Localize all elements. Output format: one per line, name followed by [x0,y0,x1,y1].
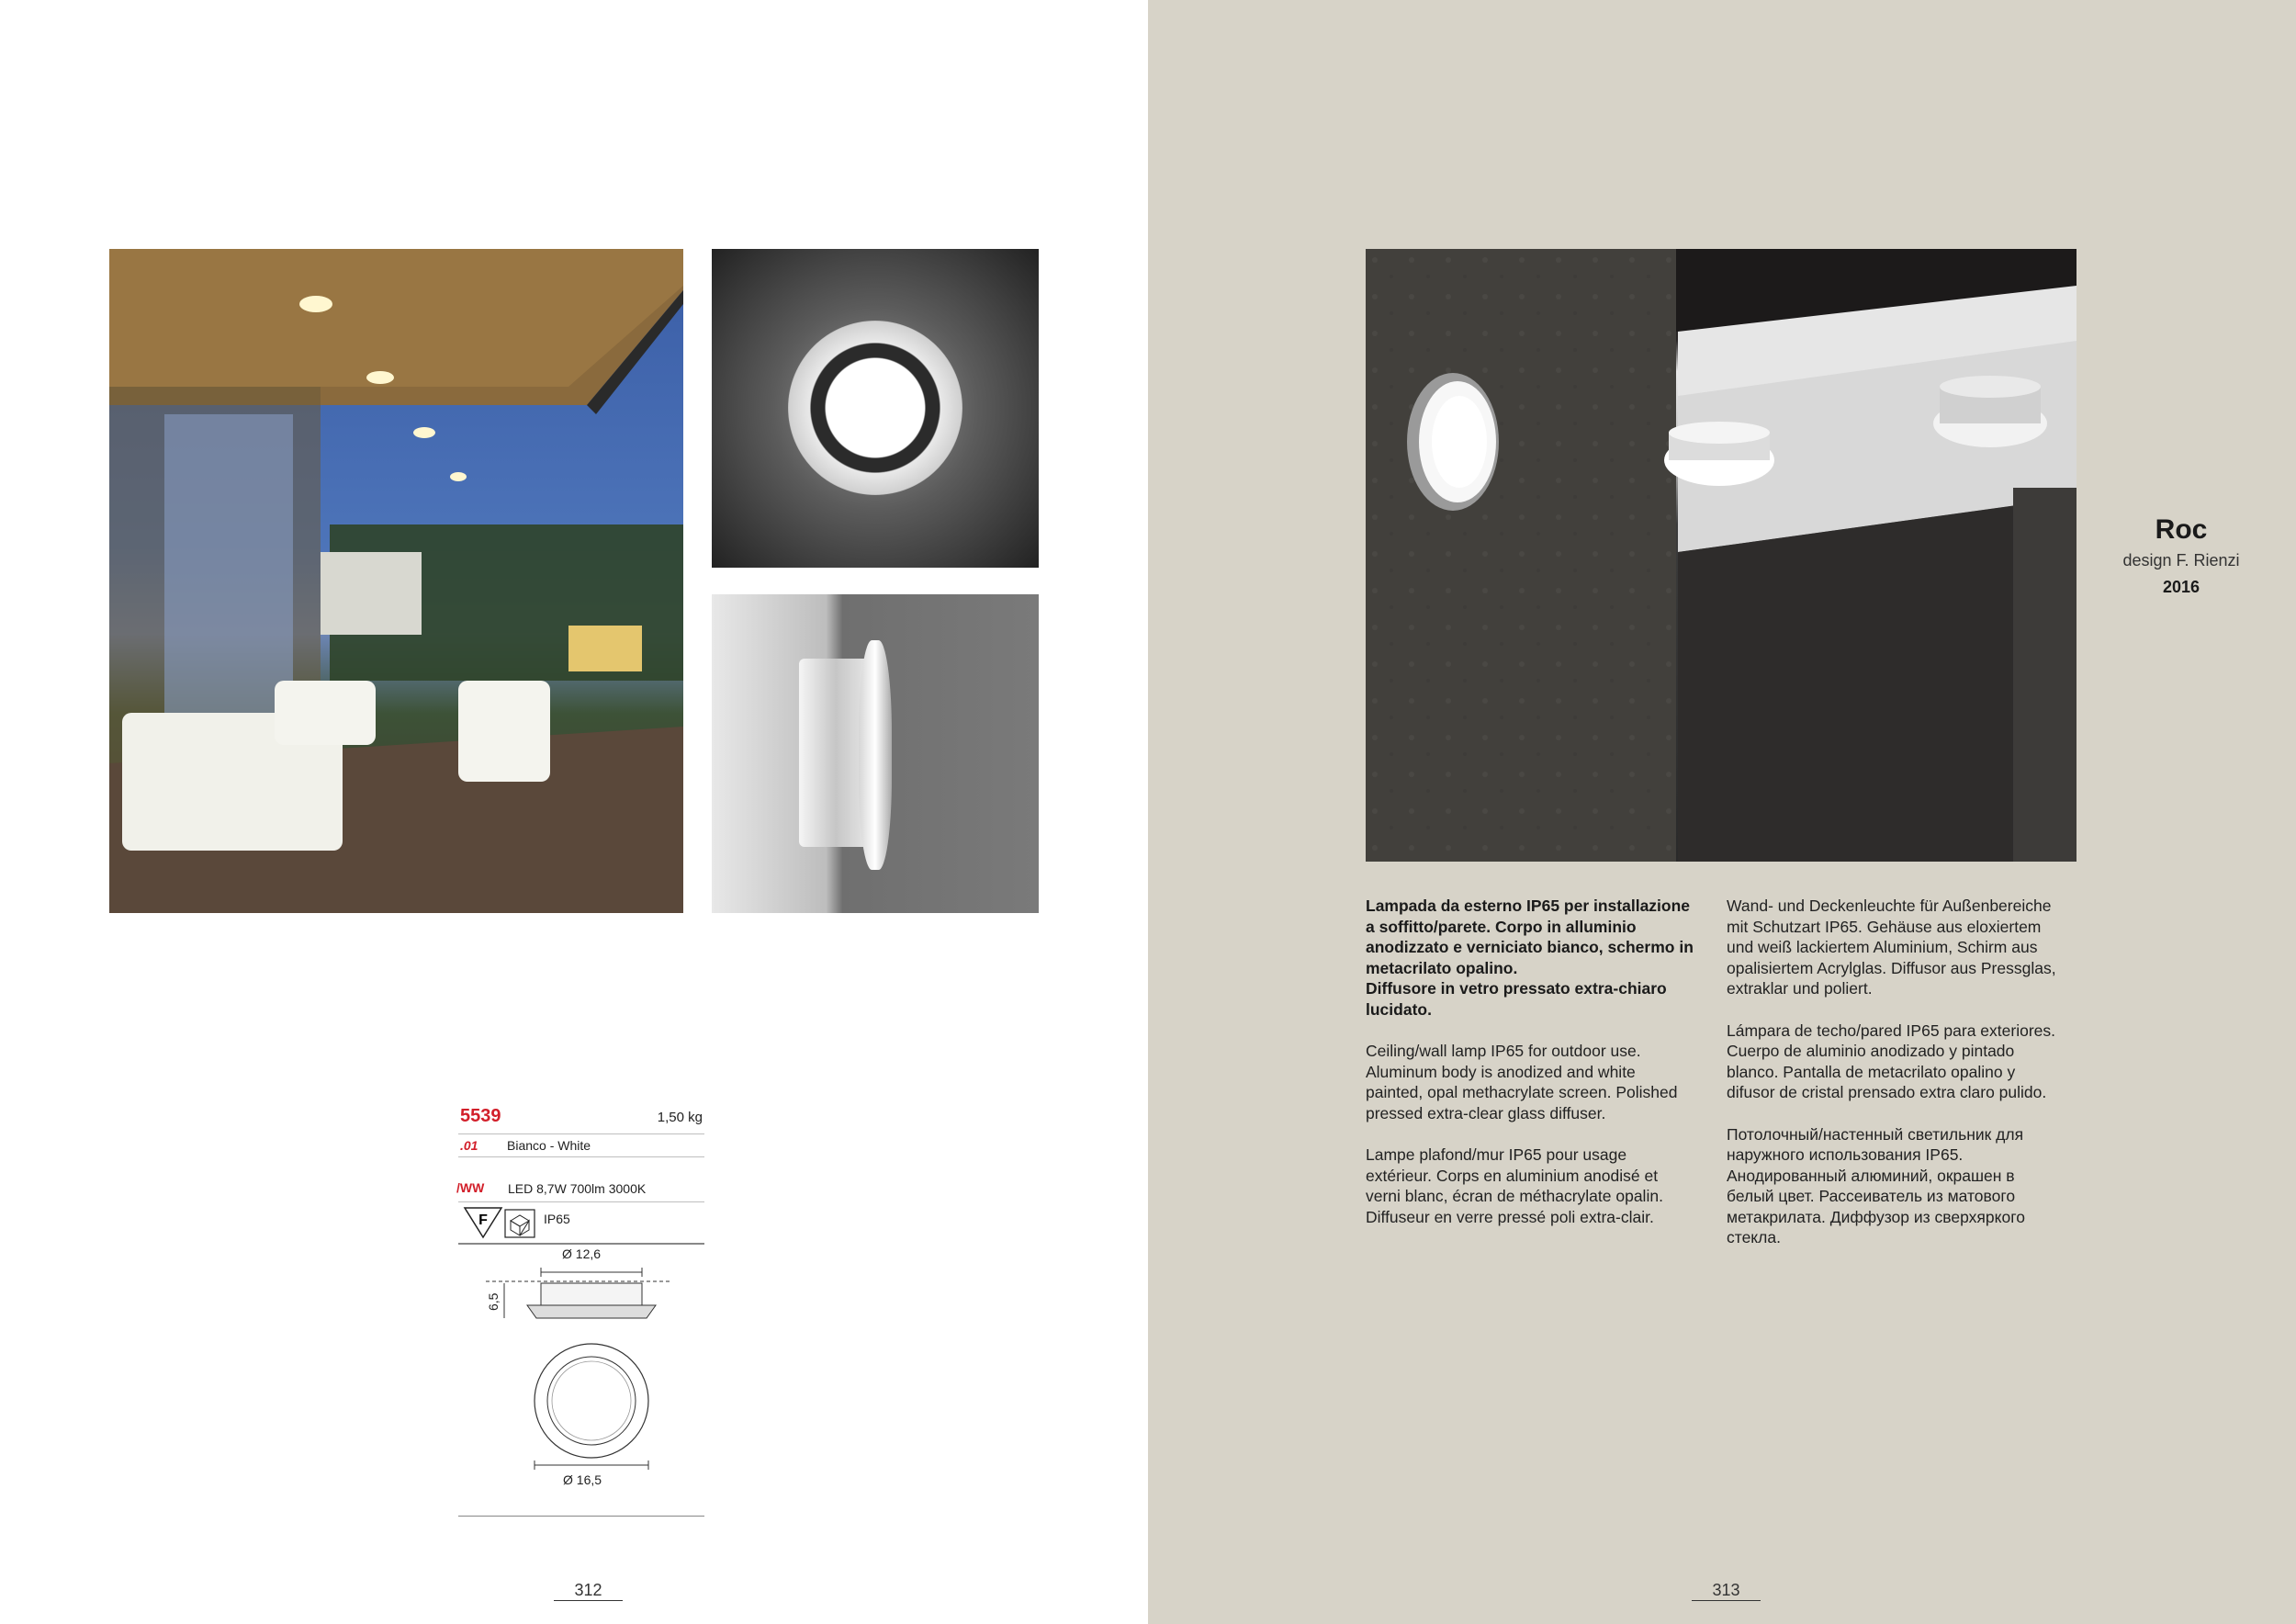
description-italian: Lampada da esterno IP65 per installazione a soffitto/parete. Corpo in alluminio anodizzato e verniciato bianco, schermo in metacrilato opalino. Diffusore in vetro pressato extra-chiaro lucidato. [1366,897,1694,1019]
dimension-top-diameter: Ø 12,6 [562,1246,602,1261]
main-scene [1366,249,2077,862]
side-view-photo [712,594,1039,913]
product-title-block [2076,514,2287,597]
technical-drawing [458,1245,704,1517]
spec-rating-row [458,1202,704,1245]
top-view-photo [712,249,1039,568]
description-german: Wand- und Deckenleuchte für Außenbereiche mit Schutzart IP65. Gehäuse aus eloxiertem und weiß lackiertem Aluminium, Schirm aus opalisiertem Acrylglas. Diffusor aus Pressglas, extraklar und poliert. [1727,897,2056,998]
lamp-top-view [788,321,962,495]
dimension-bottom-diameter: Ø 16,5 [563,1472,602,1487]
finish-code: .01 [460,1138,478,1153]
product-weight: 1,50 kg [657,1110,703,1125]
f-rating-icon [463,1204,538,1241]
page-number-right: 313 [1692,1581,1761,1601]
finish-label: Bianco - White [507,1138,591,1153]
svg-text:F: F [478,1212,488,1228]
spec-table [458,1102,704,1517]
terrace-scene [109,249,683,913]
description-spanish: Lámpara de techo/pared IP65 para exteriores. Cuerpo de aluminio anodizado y pintado blanco. Pantalla de metacrilato opalino y difusor de cristal prensado extra claro pulido. [1727,1021,2055,1101]
lamp-rim [859,640,892,870]
product-name: Roc [2155,514,2208,545]
spec-finish-row [458,1134,704,1157]
light-label: LED 8,7W 700lm 3000K [508,1181,647,1196]
description-right-column [1727,896,2057,1269]
product-year: 2016 [2162,578,2200,596]
spec-light-row [458,1157,704,1202]
terrace-photo [109,249,683,913]
description-russian: Потолочный/настенный светильник для наружного использования IP65. Анодированный алюминий, окрашен в белый цвет. Рассеиватель из матового метакрилата. Диффузор из сверхяркого стекла. [1727,1124,2025,1246]
product-code: 5539 [460,1106,501,1126]
description-english: Ceiling/wall lamp IP65 for outdoor use. Aluminum body is anodized and white painted, opal methacrylate screen. Polished pressed extra-clear glass diffuser. [1366,1042,1678,1122]
dimension-height: 6,5 [486,1292,501,1311]
spec-code-row [458,1102,704,1134]
product-designer: design F. Rienzi [2122,551,2240,570]
description-left-column [1366,896,1696,1248]
light-code: /WW [456,1180,485,1195]
description-french: Lampe plafond/mur IP65 pour usage extérieur. Corps en aluminium anodisé et verni blanc, écran de méthacrylate opalin. Diffuseur en verre pressé poli extra-clair. [1366,1145,1663,1226]
main-photo [1366,249,2077,862]
page-number-left: 312 [554,1581,623,1601]
ip-rating: IP65 [544,1212,570,1226]
